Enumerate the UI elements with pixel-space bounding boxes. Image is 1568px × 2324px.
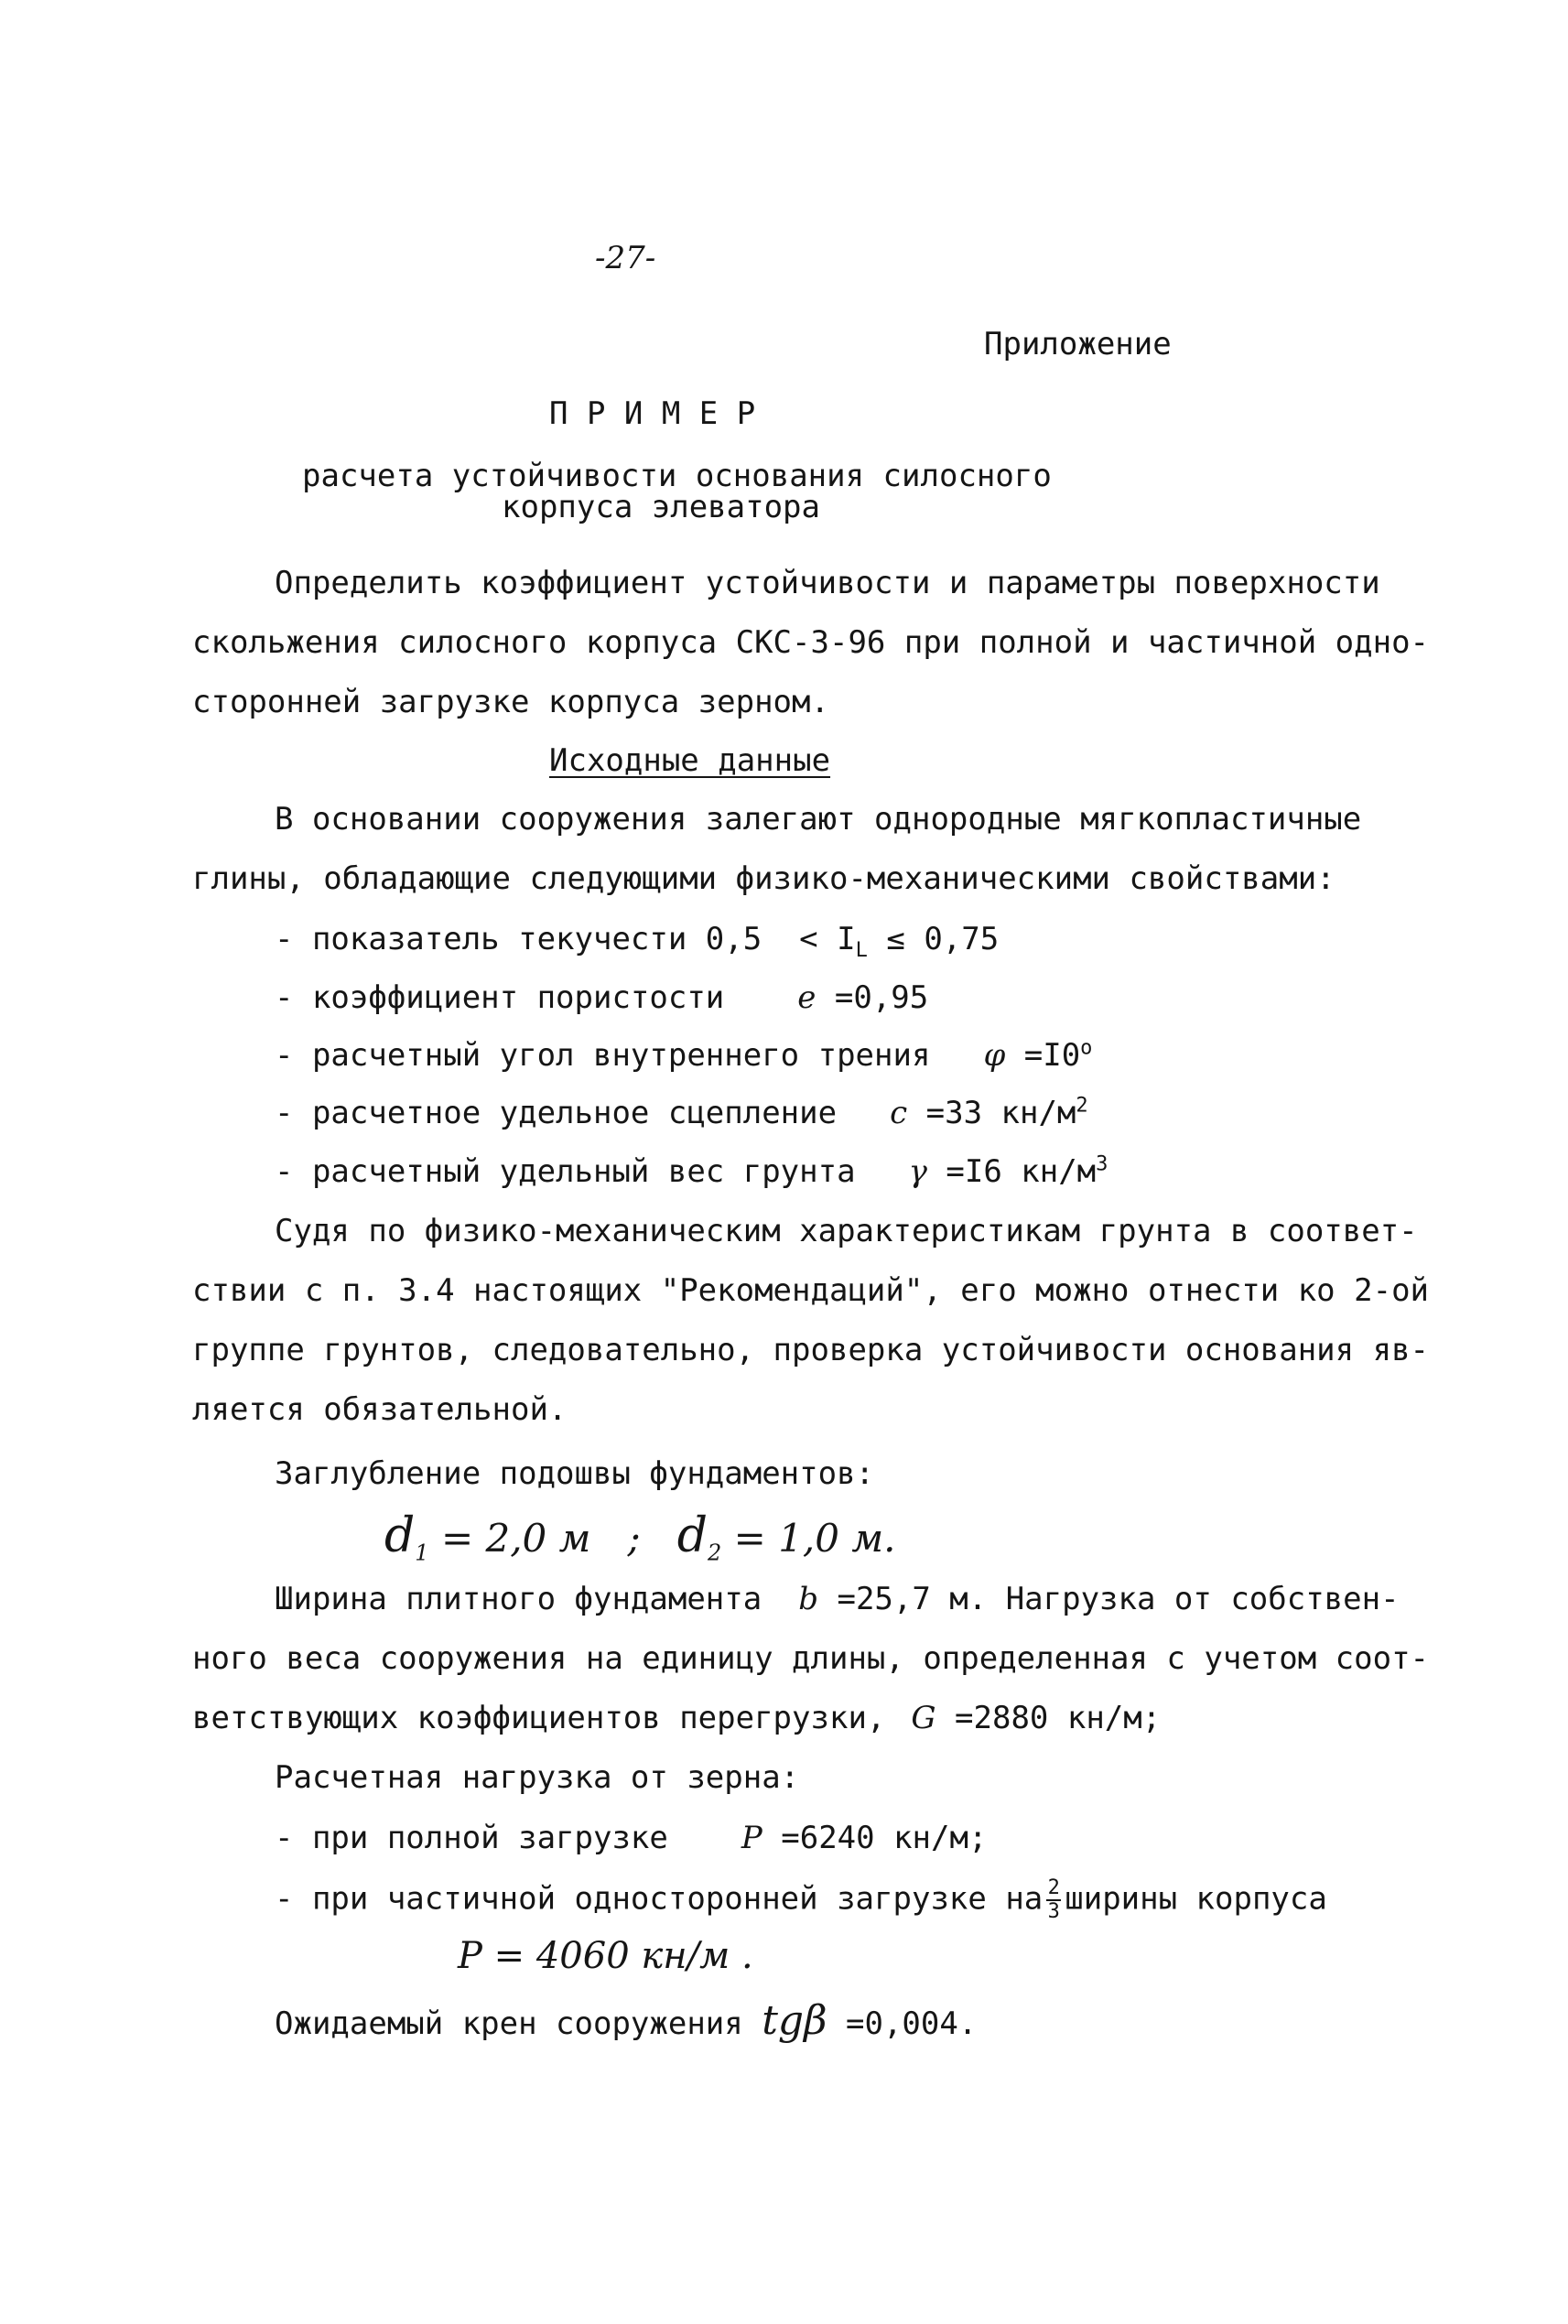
friction-symbol: φ (983, 1037, 1006, 1074)
fluidity-symbol: I (837, 921, 856, 957)
fraction-denominator: 3 (1047, 1900, 1060, 1923)
section-heading-text: Исходные данные (549, 742, 831, 779)
d2-symbol: d (676, 1508, 708, 1563)
property-cohesion (275, 1095, 1088, 1131)
section-heading (549, 742, 830, 779)
intro-line-3: сторонней загрузке корпуса зерном. (192, 684, 829, 720)
partial-load-label: - при частичной односторонней загрузке на (275, 1880, 1044, 1918)
conclusion-line-2: ствии с п. 3.4 настоящих "Рекомендаций", его можно отнести ко 2-ой (192, 1272, 1430, 1309)
d1-symbol: d (384, 1508, 416, 1563)
width-line-3 (192, 1700, 1161, 1736)
partial-load-end: ширины корпуса (1065, 1880, 1327, 1918)
g-symbol: G (911, 1700, 936, 1736)
grain-load-partial (275, 1878, 1327, 1922)
subtitle-line-2: корпуса элеватора (502, 489, 820, 525)
fluidity-sub: L (855, 938, 868, 962)
tilt-value: =0,004. (846, 2005, 978, 2042)
fraction-numerator: 2 (1047, 1876, 1060, 1899)
full-load-label: - при полной загрузке (275, 1820, 668, 1856)
d2-value: = 1,0 м. (733, 1516, 896, 1561)
partial-load-fraction (1046, 1878, 1061, 1922)
porosity-label: - коэффициент пористости (275, 979, 725, 1016)
cohesion-value: =33 кн/м (925, 1095, 1076, 1131)
conclusion-line-4: ляется обязательной. (192, 1391, 568, 1428)
unit-weight-value: =I6 кн/м (946, 1153, 1097, 1190)
unit-weight-label: - расчетный удельный вес грунта (275, 1153, 856, 1190)
width-line-3-start: ветствующих коэффициентов перегрузки, (192, 1700, 886, 1736)
property-fluidity (275, 921, 999, 969)
grain-load-full (275, 1820, 987, 1856)
conclusion-line-1: Судя по физико-механическим характеристикам грунта в соответ- (275, 1213, 1418, 1249)
fluidity-le: ≤ (886, 921, 905, 957)
fluidity-label: - показатель текучести 0,5 (275, 921, 762, 957)
soil-intro-line-2: глины, обладающие следующими физико-механическими свойствами: (192, 860, 1336, 897)
property-unit-weight (275, 1153, 1108, 1190)
full-load-value: =6240 кн/м; (781, 1820, 988, 1856)
g-value: =2880 кн/м; (955, 1700, 1162, 1736)
tilt-label: Ожидаемый крен сооружения (275, 2005, 743, 2042)
depth-separator: ; (627, 1516, 641, 1561)
d1-index: 1 (415, 1540, 429, 1566)
unit-weight-symbol: γ (908, 1153, 927, 1190)
intro-line-1: Определить коэффициент устойчивости и параметры поверхности (275, 565, 1380, 601)
tilt-symbol: tgβ (762, 1997, 827, 2044)
d1-value: = 2,0 м (440, 1516, 591, 1561)
cohesion-symbol: c (890, 1095, 908, 1131)
width-line-1 (275, 1581, 1400, 1617)
soil-intro-line-1: В основании сооружения залегают однородные мягкопластичные (275, 801, 1362, 838)
unit-weight-sup: 3 (1096, 1152, 1108, 1176)
cohesion-sup: 2 (1076, 1094, 1088, 1118)
porosity-symbol: e (797, 979, 816, 1016)
partial-load-result: P = 4060 кн/м . (458, 1935, 753, 1977)
width-symbol: b (798, 1581, 818, 1617)
width-line-2: ного веса сооружения на единицу длины, определенная с учетом соот- (192, 1640, 1430, 1677)
property-friction (275, 1037, 1092, 1074)
porosity-value: =0,95 (834, 979, 929, 1016)
width-line-1-start: Ширина плитного фундамента (275, 1581, 762, 1617)
cohesion-label: - расчетное удельное сцепление (275, 1095, 838, 1131)
page-number: -27- (595, 240, 656, 276)
depth-label: Заглубление подошвы фундаментов: (275, 1455, 875, 1492)
page-title: П Р И М Е Р (549, 395, 756, 432)
friction-label: - расчетный угол внутреннего трения (275, 1037, 931, 1074)
property-porosity (275, 979, 928, 1016)
fluidity-value: 0,75 (924, 921, 1000, 957)
conclusion-line-3: группе грунтов, следовательно, проверка устойчивости основания яв- (192, 1332, 1430, 1368)
fluidity-lt: < (799, 921, 818, 957)
width-line-1-end: =25,7 м. Нагрузка от собствен- (837, 1581, 1400, 1617)
appendix-label: Приложение (984, 326, 1172, 362)
intro-line-2: скольжения силосного корпуса СКС-3-96 при полной и частичной одно- (192, 624, 1430, 661)
d2-index: 2 (708, 1540, 722, 1566)
tilt-line (275, 1997, 978, 2044)
friction-sup: o (1080, 1036, 1093, 1060)
subtitle-line-1: расчета устойчивости основания силосного (302, 458, 1052, 494)
grain-load-label: Расчетная нагрузка от зерна: (275, 1759, 800, 1796)
depth-values (384, 1510, 896, 1578)
full-load-symbol: P (741, 1820, 762, 1856)
friction-value: =I0 (1023, 1037, 1081, 1074)
